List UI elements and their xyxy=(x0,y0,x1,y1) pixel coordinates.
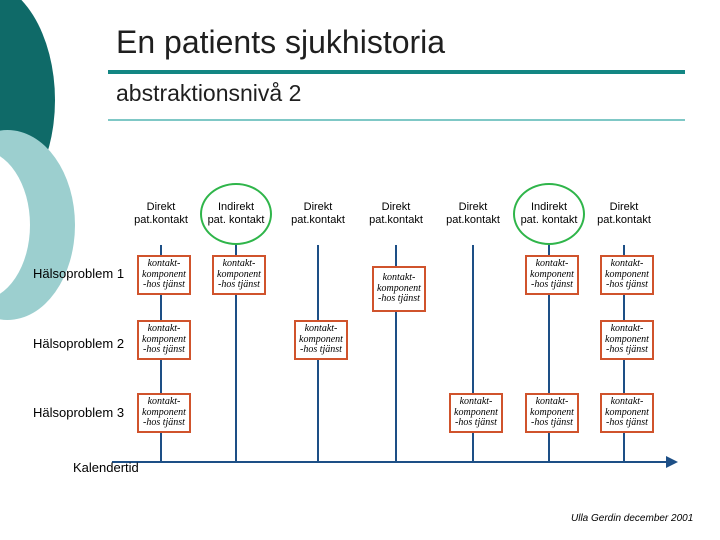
contact-node-2 xyxy=(200,183,272,245)
time-axis-label: Kalendertid xyxy=(73,460,139,475)
subtitle-rule xyxy=(108,119,685,121)
health-problem-2-label: Hälsoproblem 2 xyxy=(33,336,125,351)
contact-node-1 xyxy=(125,183,197,245)
contact-component-8: kontakt- komponent -hos tjänst xyxy=(600,320,654,360)
contact-node-label: Direkt pat.kontakt xyxy=(597,201,651,226)
contact-component-11: kontakt- komponent -hos tjänst xyxy=(525,393,579,433)
contact-node-label: Indirekt pat. kontakt xyxy=(207,201,265,226)
contact-component-9: kontakt- komponent -hos tjänst xyxy=(137,393,191,433)
author-credit: Ulla Gerdin december 2001 xyxy=(571,513,694,524)
contact-node-5 xyxy=(437,183,509,245)
contact-component-4: kontakt- komponent -hos tjänst xyxy=(525,255,579,295)
contact-node-label: Direkt pat.kontakt xyxy=(134,201,188,226)
contact-node-label: Direkt pat.kontakt xyxy=(446,201,500,226)
slide-title: En patients sjukhistoria xyxy=(116,24,446,60)
contact-component-3: kontakt- komponent -hos tjänst xyxy=(372,266,426,312)
contact-component-6: kontakt- komponent -hos tjänst xyxy=(137,320,191,360)
contact-component-1: kontakt- komponent -hos tjänst xyxy=(137,255,191,295)
contact-node-label: Indirekt pat. kontakt xyxy=(520,201,578,226)
contact-component-10: kontakt- komponent -hos tjänst xyxy=(449,393,503,433)
contact-component-12: kontakt- komponent -hos tjänst xyxy=(600,393,654,433)
contact-component-7: kontakt- komponent -hos tjänst xyxy=(294,320,348,360)
contact-node-label: Direkt pat.kontakt xyxy=(369,201,423,226)
title-rule xyxy=(108,70,685,74)
time-axis-arrowhead xyxy=(666,456,678,468)
contact-node-3 xyxy=(282,183,354,245)
contact-component-5: kontakt- komponent -hos tjänst xyxy=(600,255,654,295)
contact-node-6 xyxy=(513,183,585,245)
contact-node-7 xyxy=(588,183,660,245)
contact-node-4 xyxy=(360,183,432,245)
health-problem-1-label: Hälsoproblem 1 xyxy=(33,266,125,281)
health-problem-3-label: Hälsoproblem 3 xyxy=(33,405,125,420)
slide-subtitle: abstraktionsnivå 2 xyxy=(116,80,302,106)
contact-component-2: kontakt- komponent -hos tjänst xyxy=(212,255,266,295)
contact-node-label: Direkt pat.kontakt xyxy=(291,201,345,226)
time-axis-line xyxy=(112,461,668,463)
